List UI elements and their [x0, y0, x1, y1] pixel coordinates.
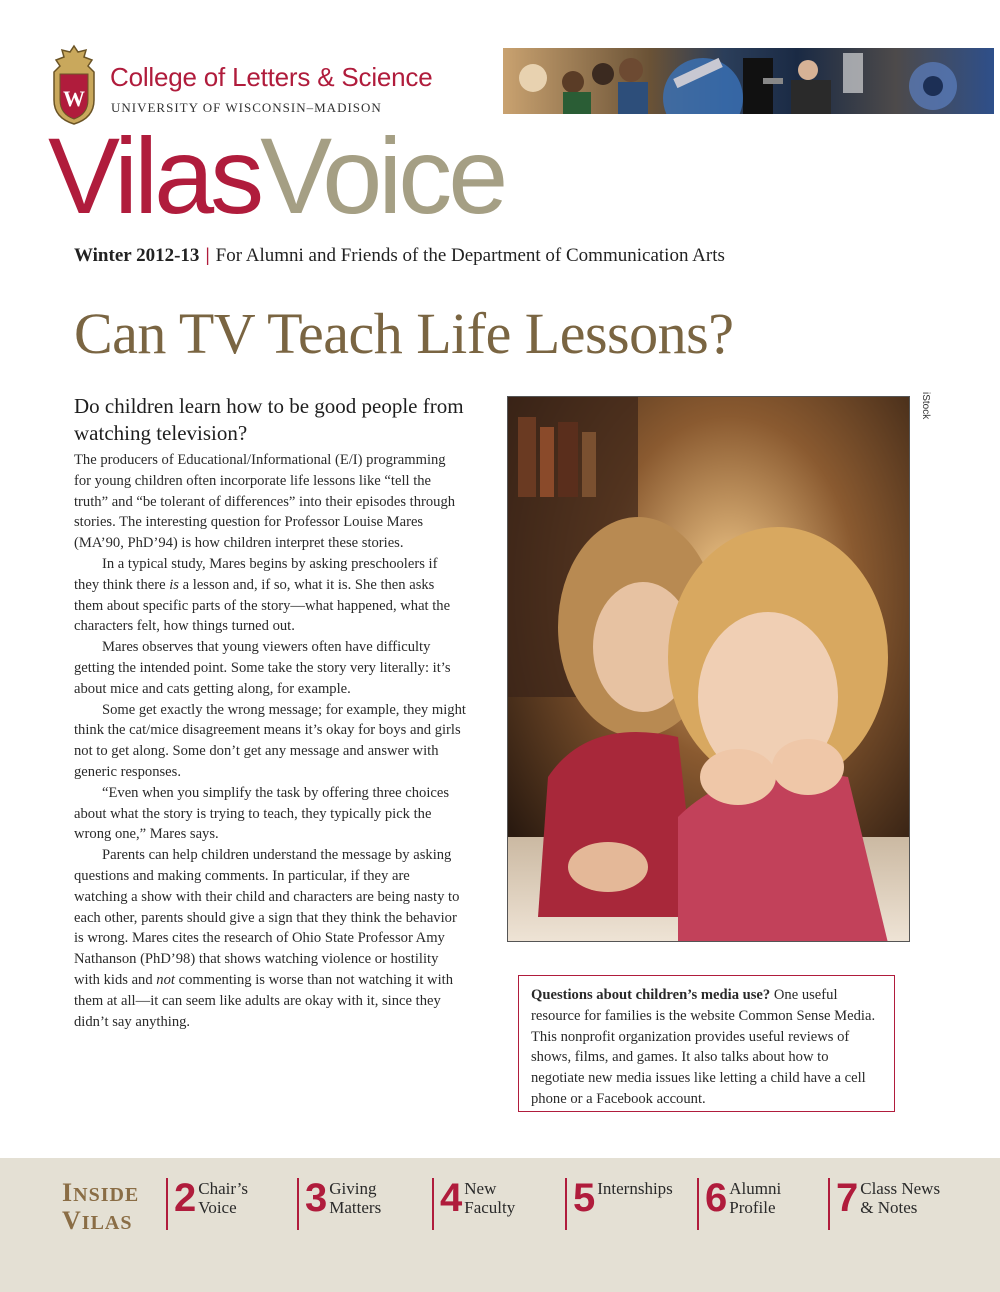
toc-divider	[432, 1178, 434, 1230]
toc-page-number: 2	[174, 1176, 197, 1220]
toc-label: Class News & Notes	[860, 1179, 941, 1217]
toc-label: Alumni Profile	[729, 1179, 782, 1217]
toc-divider	[166, 1178, 168, 1230]
sidebar-lead: Questions about children’s media use?	[531, 987, 771, 1003]
article-paragraph: In a typical study, Mares begins by asking preschoolers if they think there is a lesson and, if so, what it is. She then asks them about specific parts of the story—what happened, what the characters felt, how things turned out.	[74, 555, 451, 635]
article-paragraph: Mares observes that young viewers often have difficulty getting the intended point. Some take the story very literally: it’s about mice and cats getting along, for example.	[74, 639, 451, 697]
toc-item-new-faculty[interactable]	[432, 1178, 515, 1234]
crest-letter: W	[63, 86, 85, 111]
toc-page-number: 6	[705, 1176, 728, 1220]
inside-vilas-label: INSIDE VILAS	[62, 1178, 140, 1235]
toc-divider	[697, 1178, 699, 1230]
toc-page-number: 3	[305, 1176, 328, 1220]
toc-divider	[297, 1178, 299, 1230]
issue-season: Winter 2012-13	[74, 245, 200, 266]
sidebar-box	[518, 975, 895, 1112]
toc-page-number: 7	[836, 1176, 859, 1220]
article-headline: Can TV Teach Life Lessons?	[74, 301, 734, 366]
uw-crest-icon	[48, 44, 100, 126]
issue-separator: |	[205, 245, 210, 266]
sidebar-text: One useful resource for families is the website Common Sense Media. This nonprofit organization provides useful reviews of shows, films, and games. It also talks about how to negotiate new media issues like letting a child have a cell phone or a Facebook account.	[531, 987, 876, 1107]
toc-page-number: 5	[573, 1176, 596, 1220]
article-paragraph: The producers of Educational/Informational (E/I) programming for young children often incorporate life lessons like “tell the truth” and “be tolerant of differences” into their episodes through stories. The interesting question for Professor Louise Mares (MA’90, PhD’94) is how children interpret these stories.	[74, 452, 456, 552]
toc-item-class-news[interactable]	[828, 1178, 940, 1234]
masthead-vilas: Vilas	[48, 115, 261, 236]
issue-line	[74, 245, 725, 267]
toc-label: New Faculty	[464, 1179, 516, 1217]
article-deck: Do children learn how to be good people from watching television?	[74, 394, 464, 445]
toc-item-internships[interactable]	[565, 1178, 673, 1234]
photo-credit: iStock	[920, 392, 931, 420]
issue-tagline: For Alumni and Friends of the Department of Communication Arts	[215, 245, 725, 266]
masthead-voice: Voice	[260, 115, 505, 236]
college-name: College of Letters & Science	[110, 62, 433, 92]
university-name: UNIVERSITY OF WISCONSIN–MADISON	[111, 100, 382, 115]
masthead	[48, 115, 505, 236]
article-body	[74, 450, 466, 1032]
toc-label: Internships	[597, 1179, 673, 1198]
children-watching-tv-photo	[507, 396, 910, 942]
header-photo-strip	[503, 48, 994, 114]
toc-item-giving-matters[interactable]	[297, 1178, 381, 1234]
toc-item-alumni-profile[interactable]	[697, 1178, 781, 1234]
toc-item-chairs-voice[interactable]	[166, 1178, 248, 1234]
toc-divider	[565, 1178, 567, 1230]
toc-page-number: 4	[440, 1176, 463, 1220]
article-paragraph: Parents can help children understand the message by asking questions and making comments. In particular, if they are watching a show with their child and characters are being nasty to each other, parents should give a sign that they think the behavior is wrong. Mares cites the research of Ohio State Professor Amy Nathanson (PhD’98) that shows watching violence or hostility with kids and not commenting is worse than not watching it with them at all—it can seem like adults are okay with it, since they didn’t say anything.	[74, 847, 460, 1030]
toc-label: Chair’s Voice	[198, 1179, 248, 1217]
toc-divider	[828, 1178, 830, 1230]
article-paragraph: Some get exactly the wrong message; for example, they might think the cat/mice disagreement means it’s okay for boys and girls not to get along. Some don’t get any message and answer with generic responses.	[74, 701, 466, 780]
toc-label: Giving Matters	[329, 1179, 382, 1217]
article-paragraph: “Even when you simplify the task by offering three choices about what the story is trying to teach, they typically pick the wrong one,” Mares says.	[74, 784, 450, 843]
